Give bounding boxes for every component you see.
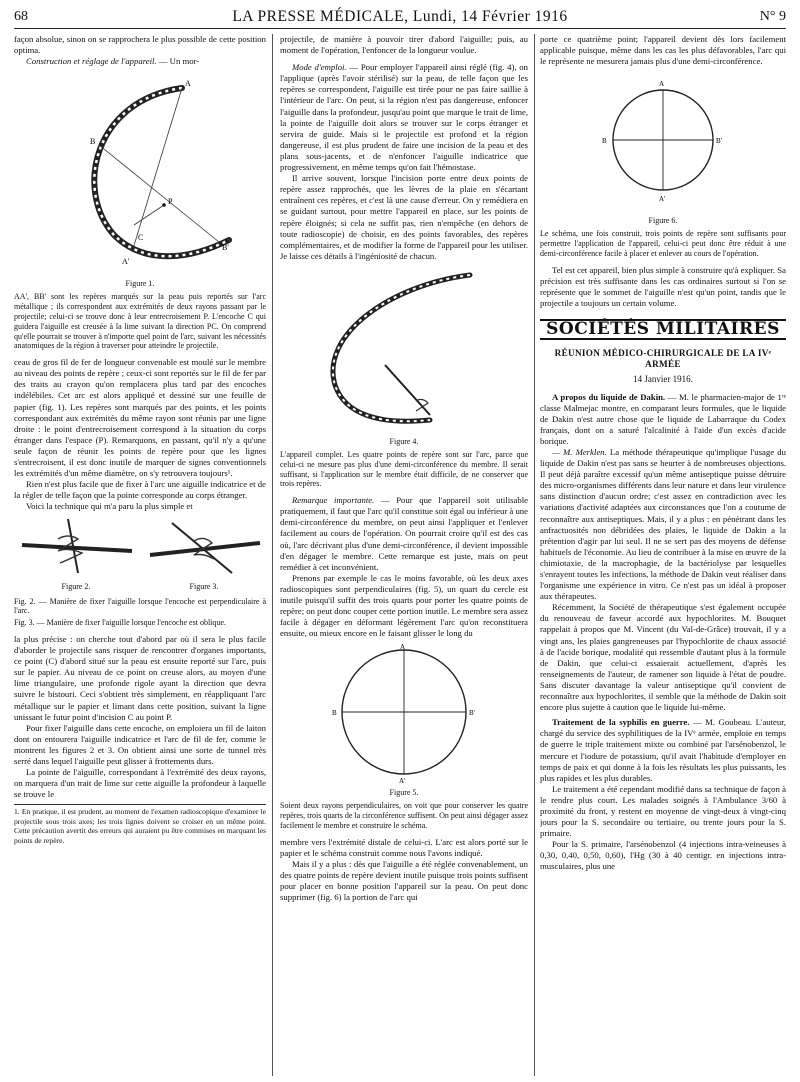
paragraph: Pour la S. primaire, l'arsénobenzol (4 injections intra-veineuses à 0,30, 0,40, 0,50, 0,60), l'Hg (30 à 40 centigr. en injections intra-musculaires, plus une — [540, 839, 786, 872]
fig1-label-b2: B' — [222, 243, 229, 253]
section-title: SOCIÉTÉS MILITAIRES — [540, 319, 786, 340]
figure-4-caption: Figure 4. — [389, 436, 419, 446]
figure-2-legend: Fig. 2. — Manière de fixer l'aiguille lorsque l'encoche est perpendiculaire à l'arc. — [14, 596, 266, 616]
figure-6-caption: Figure 6. — [648, 216, 678, 226]
figure-6 — [540, 70, 786, 226]
paragraph — [540, 447, 786, 602]
paragraph — [540, 717, 786, 784]
column-rule — [534, 34, 535, 1076]
fig1-label-p: P — [168, 197, 173, 207]
meeting-date: 14 Janvier 1916. — [633, 374, 693, 385]
figure-2-drawing — [14, 515, 138, 577]
paragraph: Mais il y a plus : dès que l'aiguille a été réglée convenablement, un des quatre points de repère devient inutile puisque trois points suffisent pour placer en bonne position l'appareil sur la peau. On peut donc supprimer (fig. 6) la portion de l'arc qui — [280, 859, 528, 903]
paragraph: Voici la technique qui m'a paru la plus simple et — [26, 501, 193, 512]
paragraph: la plus précise : on cherche tout d'abord par où il sera le plus facile d'aborder le projectile sans risquer de rencontrer d'organes importants, ce point (C) d'abord situé sur la peau est ensuite reporté sur l'arc, puis sur le papier. Au niveau de ce point on creuse alors, au moyen d'une lime triangulaire, une profonde rigole ayant la direction que devra suivre le bistouri. Ceci s'obtient très simplement, en réappliquant l'arc métallique sur le papier et limant dans cette position, suivant la ligne unissant le futur point d'incision C au point P. — [14, 633, 266, 722]
figure-3-legend: Fig. 3. — Manière de fixer l'aiguille lorsque l'encoche est oblique. — [14, 618, 226, 628]
speaker-name: — M. Merklen. — [552, 446, 607, 457]
paragraph: Le traitement a été cependant modifié dans sa technique de façon à le rendre plus court. Les malades soignés à l'Ambulance 3/60 à proximité du front, y restent en moyenne de vingt-deux à vingt-cinq jours pour la S. secondaire ou tertiaire, ou trente jours pour la S. primaire. — [540, 783, 786, 839]
topic-heading: Traitement de la syphilis en guerre. — [552, 717, 690, 728]
paragraph: façon absolue, sinon on se rapprochera le plus possible de cette position optima. — [14, 34, 266, 56]
paragraph — [280, 62, 528, 173]
paragraph: ceau de gros fil de fer de longueur convenable est moulé sur le membre au niveau des points de repère ; ceux-ci sont reportés sur le fil de fer par des traits au crayon qu'on remplacera plus tard par des encoches indélébiles. Cet arc est alors appliqué et dessiné sur une feuille de papier (fig. 1). Les repères sont marqués par des points, et les points correspondant aux extrémités du même rayon sont réunis par une ligne droite : le point d'entrecroisement correspond à la situation du corps étranger dans l'espace (P). Remarquons, en passant, qu'il n'y a qu'une seule façon de réunir les points de repère pour que les lignes s'entrecroisent, il est donc inutile de marquer de signes conventionnels les extrémités d'un même diamètre, on s'y retrouvera toujours¹. — [14, 357, 266, 479]
fig5-label-b2: B' — [469, 709, 475, 718]
paragraph: projectile, de manière à pouvoir tirer d'abord l'aiguille; puis, au moment de l'opération, l'enfoncer de la longueur voulue. — [280, 34, 528, 56]
topic-heading: A propos du liquide de Dakin. — [552, 391, 666, 402]
fig5-label-a2: A' — [399, 777, 406, 785]
paragraph: Pour fixer l'aiguille dans cette encoche, on emploiera un fil de laiton dont on entourera l'aiguille indicatrice et l'arc de fil de fer, comme le montrent les figures 2 et 3. On obtient ainsi une sorte de tunnel très serré dans lequel l'aiguille peut glisser à frottements durs. — [14, 722, 266, 766]
fig6-label-b2: B' — [716, 137, 722, 146]
paragraph: Il arrive souvent, lorsque l'incision porte entre deux points de repère assez rapprochés, que les lèvres de la plaie en s'écartant entraînent ces repères, et c'est là une cause d'erreur. On y remédiera en se guidant surtout, pour mettre l'appareil en place, sur les points de repère éloignés; si cela ne suffit pas, rien n'empêche (en dehors de toute radioscopie) de choisir, en des points favorables, des repères complémentaires, et de modifier la forme de l'appareil pour les utiliser. Je laisse ces détails à l'ingéniosité de chacun. — [280, 173, 528, 261]
paragraph: porte ce quatrième point; l'appareil devient dès lors facilement applicable puisque, même dans les cas les plus défavorables, l'arc qui le représente ne mesurera jamais plus d'une demi-circonférence. — [540, 34, 786, 67]
figure-5-caption: Figure 5. — [389, 788, 419, 798]
page-number: 68 — [14, 9, 28, 24]
footnote: 1. En pratique, il est prudent, au moment de l'examen radioscopique d'examiner le projectile sous trois axes; les trois lignes doivent se croiser en un même point. Cette précaution avertit des erreurs qui auraient pu être commises en marquant les points de repère. — [14, 804, 266, 845]
figure-6-legend: Le schéma, une fois construit, trois points de repère sont suffisants pour permettre l'application de l'appareil, celui-ci peut donc être réduit à une demi-circonférence facile à placer et enlever au cours de l'opération. — [540, 229, 786, 258]
paragraph: Récemment, la Société de thérapeutique s'est également occupée du renouveau de faveur accordé aux hypochlorites. M. Bouquet rappelait à propos que M. Vincent (du Val-de-Grâce) trouvait, il y a vingt ans, les plaies gangreneuses par l'hypochlorite de chaux associé à de l'acide borique, modalité qui ressemble d'autant plus à la formule de Dakin, que celui-ci essaierait actuellement, d'après les renseignements de l'auteur, de ramener son liquide à l'état de poudre. Sans discuter davantage la valeur antiseptique qu'il convient de reconnaître aux hypochlorites, il semble que la méthode de Dakin soit encore plus sujette à caution que le liquide lui-même. — [540, 602, 786, 713]
text-run: — Pour employer l'appareil ainsi réglé (fig. 4), on l'applique (après l'avoir stérilisé) sur la peau, de telle façon que les repères se correspondent, l'aiguille est tirée pour ne pas faire saillie à l'intérieur de l'arc. On peut, si la région n'est pas dangereuse, enfoncer l'aiguille dans la profondeur, jusqu'au point que marque le trait de lime, la pointe de l'aiguille doit alors se trouver sur le corps étranger et servira de guide. Mais si le projectile est profond et la région dangereuse, il est plus prudent de faire une incision de la peau et des plans sous-jacents, et de n'enfoncer l'aiguille indicatrice que progressivement, en même temps qu'on fait l'hémostase. — [280, 62, 528, 173]
figure-3-caption: Figure 3. — [189, 581, 219, 591]
figure-5-drawing — [280, 642, 528, 784]
paragraph — [540, 392, 786, 447]
figure-6-drawing — [540, 70, 786, 212]
paragraph — [14, 56, 266, 67]
figure-5-legend: Soient deux rayons perpendiculaires, on voit que pour conserver les quatre repères, trois quarts de la circonférence suffisent. On peut ainsi dégager assez facilement le membre et construire le schéma. — [280, 801, 528, 831]
journal-title: LA PRESSE MÉDICALE, Lundi, 14 Février 1916 — [232, 8, 568, 25]
fig6-label-a: A — [659, 80, 665, 89]
fig1-label-a2: A' — [122, 257, 130, 267]
figure-1-drawing — [14, 70, 266, 275]
figure-2 — [14, 515, 138, 593]
figure-2-caption: Figure 2. — [61, 581, 91, 591]
column-1 — [14, 34, 266, 1076]
text-run: — M. le pharmacien-major de 1ʳᵉ classe Malmejac montre, en comparant leurs formules, que le liquide de Dakin n'est autre chose que le liquide de Labarraque du Codex français, dont on a saturé l'alcalinité à l'aide d'un excès d'acide borique. — [540, 391, 786, 446]
figure-3 — [142, 515, 266, 593]
paragraph: Rien n'est plus facile que de fixer à l'arc une aiguille indicatrice et de la régler de telle façon que la pointe corresponde au corps étranger. — [14, 479, 266, 501]
fig6-label-b: B — [602, 137, 607, 146]
paragraph: La pointe de l'aiguille, correspondant à l'extrémité des deux rayons, on marquera d'un trait de lime sur cette aiguille la profondeur à laquelle se trouve le — [14, 767, 266, 800]
column-rule — [272, 34, 273, 1076]
fig1-label-c: C — [138, 233, 144, 243]
figure-1-legend: AA', BB' sont les repères marqués sur la peau puis reportés sur l'arc métallique ; ils correspondent aux extrémités de deux rayons passant par le projectile; celui-ci se trouve donc à leur entrecroisement P. L'encoche C qui guidera l'aiguille est creusée à la lime suivant la direction PC. On comprend qu'elle pourrait se trouver à n'importe quel point de l'arc, suivant les nécessités anatomiques de la région à traverser pour atteindre le projectile. — [14, 292, 266, 351]
fig1-label-a: A — [185, 79, 191, 89]
figure-5 — [280, 642, 528, 798]
figure-4-legend: L'appareil complet. Les quatre points de repère sont sur l'arc, parce que celui-ci ne mesure pas plus d'une demi-circonférence du membre. Il serait suffisant, si l'application sur le membre était difficile, de ne conserver que trois repères. — [280, 449, 528, 489]
figure-4-drawing — [280, 265, 528, 433]
fig6-label-a2: A' — [659, 195, 666, 204]
figures-2-3 — [14, 515, 266, 593]
issue-number: N° 9 — [759, 9, 786, 24]
fig1-label-b: B — [90, 137, 96, 147]
section-heading: Construction et réglage de l'appareil. — [26, 56, 157, 67]
meeting-title: RÉUNION MÉDICO-CHIRURGICALE DE LA IVᵉ ARMÉE — [554, 348, 772, 370]
paragraph: Tel est cet appareil, bien plus simple à construire qu'à expliquer. Sa précision est très suffisante dans les cas ordinaires surtout si l'on se représente que le sommet de l'aiguille n'est qu'un point, tandis que le projectile a toujours un certain volume. — [540, 264, 786, 309]
fig5-label-b: B — [332, 709, 337, 718]
paragraph: membre vers l'extrémité distale de celui-ci. L'arc est alors porté sur le papier et le schéma construit comme nous l'avons indiqué. — [280, 836, 528, 858]
text-run: — Pour que l'appareil soit utilisable pratiquement, il faut que l'arc qu'il constitue soit égal ou inférieur à une demi-circonférence du membre, on peut ainsi l'appliquer et l'enlever facilement au cours de l'opération. On pourrait croire qu'il est des cas où, l'arc décrivant plus d'une demi-circonférence, il devient impossible d'en dégager le membre. Cette remarque est juste, mais on peut remédier à cet inconvénient. — [280, 495, 528, 572]
figure-1 — [14, 70, 266, 289]
fig5-label-a: A — [400, 643, 406, 652]
figure-4 — [280, 265, 528, 447]
paragraph — [280, 495, 528, 573]
text-run: — M. Goubeau. L'auteur, chargé du service des syphilitiques de la IVᵉ armée, emploie en temps de guerre le triple traitement mixte ou combiné par l'arsénobenzol, le mercure et l'iodure de potassium, qu'il avait l'habitude d'employer en temps de paix et qui donne à la fois les résultats les plus puissants, les plus rapides et les plus durables. — [540, 717, 786, 783]
paragraph: Prenons par exemple le cas le moins favorable, où les deux axes radioscopiques sont perpendiculaires (fig. 5), un quart du cercle est inutile puisqu'il suffit des trois quarts pour porter les quatre points de repère; on peut donc couper cette portion inutile. Le membre sera assez facile à dégager en déformant légèrement l'arc qu'on reconstituera ensuite, ou mieux encore en le faisant glisser le long du — [280, 572, 528, 639]
figure-3-drawing — [142, 515, 266, 577]
section-heading: Remarque importante. — [292, 495, 375, 506]
text-run: La méthode thérapeutique qu'implique l'usage du liquide de Dakin n'est pas sans se heurter à de nombreuses objections. Il peut déjà paraître excessif qu'un même antiseptique puisse détruire des micro-organismes différents dans leur nature et dans leur virulence sans distinction d'aucun ordre; c'est assez en contradiction avec les variations d'activité adaptées aux circonstances que l'on a coutume de reconnaître aux antiseptiques. Mais, il y a plus : en pénétrant dans les anfractuosités non débridées des plaies, le liquide de Dakin a la prétention d'agir par lui seul. Il ne se sert pas des moyens de défense habituels de l'économie. Au lieu de contribuer à la mise en œuvre de la chimiotaxie, de la macrophagie, de la bactériolyse par lesquelles s'enrayent toutes les infections, la méthode de Dakin veut réaliser dans l'organisme une expérience in vitro. Ce n'est pas un idéal à proposer aux thérapeutes. — [540, 446, 786, 602]
page-header — [14, 6, 786, 29]
text-run: — Un mor- — [156, 56, 200, 67]
figure-1-caption: Figure 1. — [125, 279, 155, 289]
section-heading: Mode d'emploi. — [292, 62, 347, 73]
column-3 — [540, 34, 786, 1076]
column-2 — [280, 34, 528, 1076]
